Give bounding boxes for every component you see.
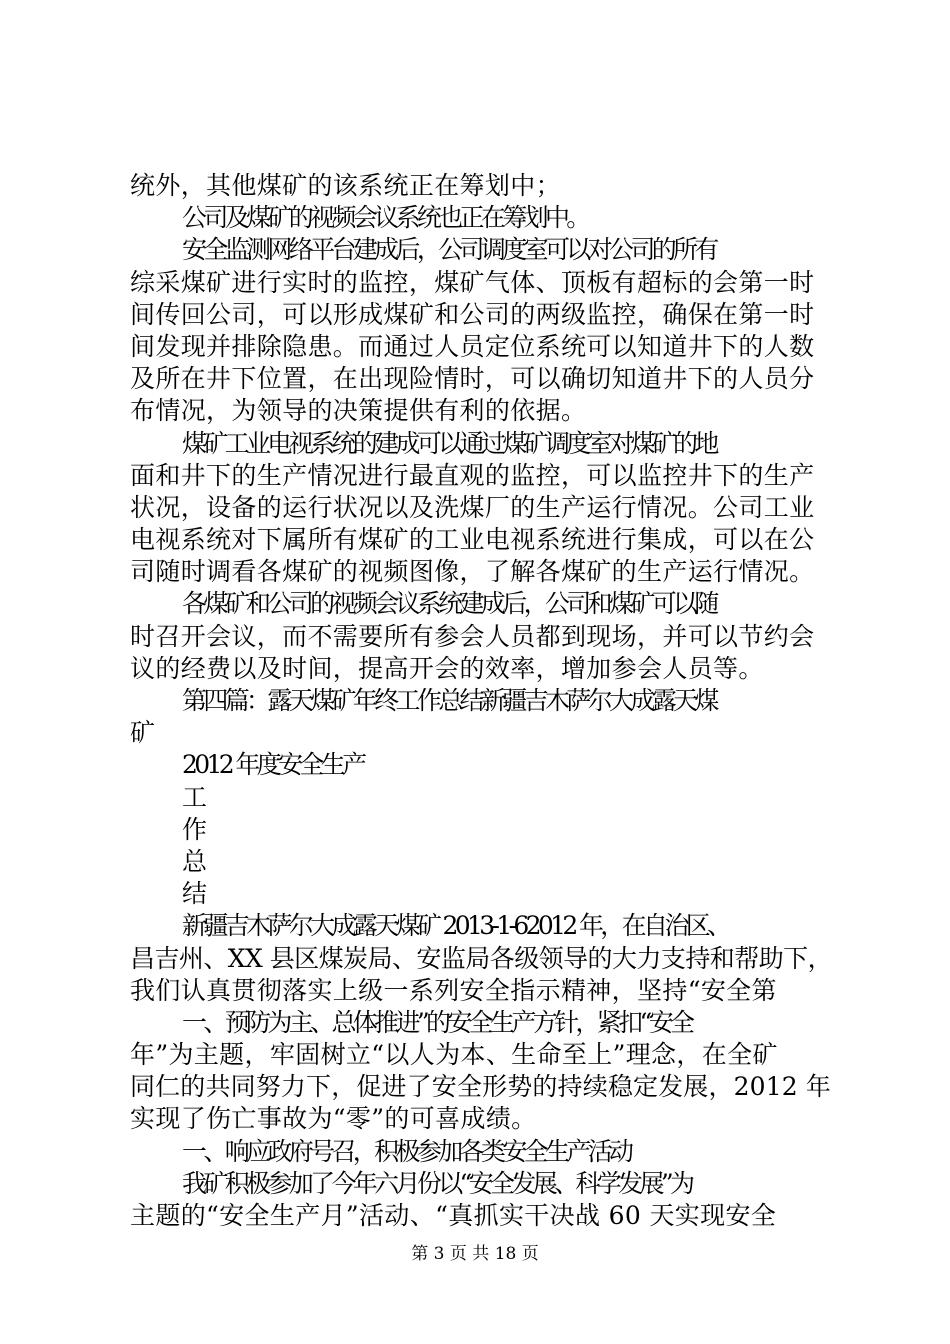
text-line: 布情况，为领导的决策提供有利的依据。 xyxy=(130,396,587,426)
text-line: 议的经费以及时间，提高开会的效率，增加参会人员等。 xyxy=(130,653,764,683)
text-line: 及所在井下位置，在出现险情时，可以确切知道井下的人员分 xyxy=(130,364,815,394)
text-line: 一、响应政府号召，积极参加各类安全生产活动 xyxy=(182,1136,631,1166)
text-line: 昌吉州、XX 县区煤炭局、安监局各级领导的大力支持和帮助下， xyxy=(130,943,833,973)
text-line: 同仁的共同努力下，促进了安全形势的持续稳定发展，2012 年 xyxy=(130,1072,832,1102)
document-body xyxy=(130,170,833,1232)
text-line: 我矿积极参加了今年六月份以“安全发展、科学发展”为 xyxy=(182,1168,692,1198)
text-line: 各煤矿和公司的视频会议系统建成后，公司和煤矿可以随 xyxy=(182,589,716,619)
text-line: 面和井下的生产情况进行最直观的监控，可以监控井下的生产 xyxy=(130,460,815,490)
text-line: 第四篇：露天煤矿年终工作总结新疆吉木萨尔大成露天煤 xyxy=(182,686,716,715)
text-line: 结 xyxy=(182,879,204,909)
text-line: 总 xyxy=(182,846,204,876)
text-line: 安全监测网络平台建成后，公司调度室可以对公司的所有 xyxy=(182,235,716,265)
text-line: 综采煤矿进行实时的监控，煤矿气体、顶板有超标的会第一时 xyxy=(130,267,815,297)
text-line: 司随时调看各煤矿的视频图像，了解各煤矿的生产运行情况。 xyxy=(130,557,815,587)
text-line: 我们认真贯彻落实上级一系列安全指示精神，坚持“安全第 xyxy=(130,975,777,1005)
text-line: 新疆吉木萨尔大成露天煤矿 2013-1-62012 年，在自治区、 xyxy=(182,911,729,941)
text-line: 矿 xyxy=(130,718,156,748)
text-line: 间传回公司，可以形成煤矿和公司的两级监控，确保在第一时 xyxy=(130,299,815,329)
text-line: 作 xyxy=(182,814,204,844)
text-line: 电视系统对下属所有煤矿的工业电视系统进行集成，可以在公 xyxy=(130,525,815,555)
text-line: 时召开会议，而不需要所有参会人员都到现场，并可以节约会 xyxy=(130,621,815,651)
text-line: 煤矿工业电视系统的建成可以通过煤矿调度室对煤矿的地 xyxy=(182,428,716,458)
page-footer: 第 3 页 共 18 页 xyxy=(411,1244,539,1264)
text-line: 实现了伤亡事故为“零”的可喜成绩。 xyxy=(130,1104,537,1134)
text-line: 公司及煤矿的视频会议系统也正在筹划中。 xyxy=(182,203,588,233)
text-line: 主题的“安全生产月”活动、“真抓实干决战 60 天实现安全 xyxy=(130,1201,777,1230)
text-line: 间发现并排除隐患。而通过人员定位系统可以知道井下的人数 xyxy=(130,331,815,361)
text-line: 工 xyxy=(182,782,204,812)
text-line: 年”为主题，牢固树立“以人为本、生命至上”理念，在全矿 xyxy=(130,1040,778,1070)
text-line: 一、预防为主、总体推进”的安全生产方针，紧扣“安全 xyxy=(182,1007,692,1037)
text-line: 状况，设备的运行状况以及洗煤厂的生产运行情况。公司工业 xyxy=(130,492,815,522)
text-line: 统外，其他煤矿的该系统正在筹划中； xyxy=(130,171,561,200)
text-line: 2012 年度安全生产 xyxy=(182,750,364,780)
